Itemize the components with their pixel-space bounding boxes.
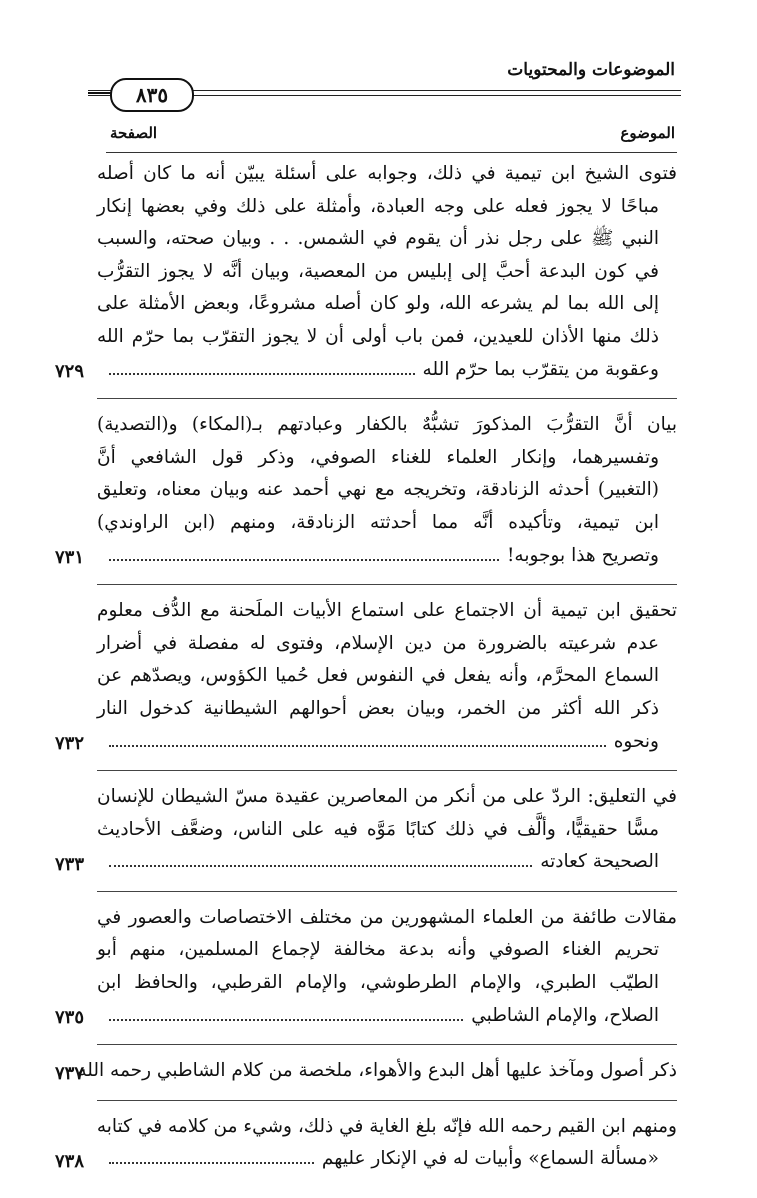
contents-entry — [55, 781, 677, 892]
dot-leader — [109, 373, 415, 375]
page-number: ٨٣٥ — [135, 83, 169, 107]
entry-line — [97, 1111, 677, 1144]
entry-line — [97, 507, 677, 540]
entry-line — [97, 1000, 677, 1033]
entry-line — [77, 1055, 677, 1088]
entry-text: وعقوبة من يتقرّب بما حرّم الله — [422, 358, 659, 380]
entry-text: ذلك منها الأذان للعيدين، فمن باب أولى أن لا يجوز التقرّب بما حرّم الله — [97, 325, 659, 347]
entry-page-number: ٧٣٣ — [55, 853, 85, 875]
entry-text: مباحًا لا يجوز فعله على وجه العبادة، وأمثلة على ذلك وفي بعضها إنكار — [97, 195, 659, 217]
entry-page-number: ٧٣٥ — [55, 1007, 85, 1029]
entry-line — [97, 158, 677, 191]
entry-text: النبي ﷺ على رجل نذر أن يقوم في الشمس. . . وبيان صحته، والسبب — [97, 228, 659, 250]
entry-line — [97, 781, 677, 814]
entry-text: الصلاح، والإمام الشاطبي — [471, 1004, 659, 1026]
entry-line — [97, 354, 677, 387]
entry-text: الطيّب الطبري، والإمام الطرطوشي، والإمام القرطبي، والحافظ ابن — [97, 972, 659, 994]
entry-text: تحقيق ابن تيمية أن الاجتماع على استماع الأبيات الملَحنة مع الدُّف معلوم — [97, 600, 677, 622]
contents-entry — [55, 1111, 677, 1188]
dot-leader — [109, 745, 606, 747]
entry-text: ذكر الله أكثر من الخمر، وبيان بعض أحوالهم الشيطانية كدخول النار — [97, 697, 659, 719]
entry-text: مسًّا حقيقيًّا، وألَّف في ذلك كتابًا مَوَّه فيه على الناس، وضعَّف الأحاديث — [97, 818, 659, 840]
entry-line — [97, 191, 677, 224]
entry-text: وتصريح هذا بوجوبه! — [507, 544, 659, 566]
entry-text: بيان أنَّ التقرُّبَ المذكورَ تشبُّهٌ بالكفار وعبادتهم بـ(المكاء) و(التصدية) — [97, 414, 677, 436]
entry-line — [97, 223, 677, 256]
entry-text: تحريم الغناء الصوفي وأنه بدعة مخالفة لإجماع المسلمين، منهم أبو — [97, 939, 659, 961]
entry-page-number: ٧٣٨ — [55, 1151, 85, 1173]
heading-divider — [106, 152, 677, 153]
entry-text: إلى الله بما لم يشرعه الله، ولو كان أصله مشروعًا، وبعض الأمثلة على — [97, 293, 659, 315]
entry-line — [97, 934, 677, 967]
dot-leader — [109, 1019, 463, 1021]
dot-leader — [109, 559, 499, 561]
column-heading-page: الصفحة — [110, 124, 158, 142]
entry-line — [97, 967, 677, 1000]
entry-text: في كون البدعة أحبَّ إلى إبليس من المعصية، وبيان أنَّه لا يجوز التقرُّب — [97, 260, 659, 282]
entry-line — [97, 474, 677, 507]
entry-line — [97, 902, 677, 935]
contents-entry — [55, 1055, 677, 1101]
entry-page-number: ٧٣١ — [55, 547, 85, 569]
dot-leader — [109, 1162, 314, 1164]
dot-leader — [109, 865, 532, 867]
entry-page-number: ٧٣٧ — [55, 1062, 85, 1084]
contents-entry — [55, 158, 677, 399]
entry-line — [97, 628, 677, 661]
entry-line — [97, 660, 677, 693]
entry-text: فتوى الشيخ ابن تيمية في ذلك، وجوابه على أسئلة يبيّن أنه ما كان أصله — [97, 163, 677, 184]
entry-text: ومنهم ابن القيم رحمه الله فإنّه بلغ الغاية في ذلك، وشيء من كلامه في كتابه — [96, 1115, 677, 1137]
entry-line — [97, 693, 677, 726]
entry-page-number: ٧٢٩ — [55, 361, 85, 383]
contents-entry — [55, 409, 677, 585]
entry-text: ونحوه — [613, 730, 659, 752]
entry-line — [97, 288, 677, 321]
entry-text: ابن تيمية، وتأكيده أنَّه مما أحدثته الزنادقة، ومنهم (ابن الراوندي) — [97, 511, 659, 533]
entry-text: مقالات طائفة من العلماء المشهورين من مختلف الاختصاصات والعصور في — [97, 906, 677, 928]
entry-text: ذكر أصول ومآخذ عليها أهل البدع والأهواء، ملخصة من كلام الشاطبي رحمه الله — [77, 1060, 677, 1082]
entry-line — [97, 321, 677, 354]
entry-text: السماع المحرَّم، وأنه يفعل في النفوس فعل حُميا الكؤوس، ويصدّهم عن — [97, 665, 659, 687]
entry-line — [97, 256, 677, 289]
entry-line — [97, 595, 677, 628]
entry-text: «مسألة السماع» وأبيات له في الإنكار عليهم — [321, 1148, 659, 1170]
entry-line — [97, 540, 677, 573]
column-heading-topic: الموضوع — [620, 124, 675, 142]
entry-page-number: ٧٣٢ — [55, 733, 85, 755]
contents-entry — [55, 902, 677, 1045]
contents-list — [55, 158, 677, 1198]
entry-line — [97, 409, 677, 442]
running-title: الموضوعات والمحتويات — [507, 60, 675, 80]
entry-text: وتفسيرهما، وإنكار العلماء للغناء الصوفي، وذكر قول الشافعي أنَّ — [97, 446, 659, 468]
pill-tail — [88, 92, 112, 94]
entry-line — [97, 726, 677, 759]
entry-text: عدم شرعيته بالضرورة من دين الإسلام، وفتوى له مفصلة في أضرار — [97, 632, 659, 654]
entry-text: الصحيحة كعادته — [540, 851, 659, 873]
entry-line — [97, 1143, 677, 1176]
entry-text: في التعليق: الردّ على من أنكر من المعاصرين عقيدة مسّ الشيطان للإنسان — [97, 786, 677, 808]
page-number-badge — [110, 78, 194, 112]
contents-entry — [55, 595, 677, 771]
entry-line — [97, 814, 677, 847]
entry-text: (التغبير) أحدثه الزنادقة، وتخريجه مع نهي أحمد عنه وبيان معناه، وتعليق — [97, 479, 659, 501]
entry-line — [97, 442, 677, 475]
entry-line — [97, 846, 677, 879]
